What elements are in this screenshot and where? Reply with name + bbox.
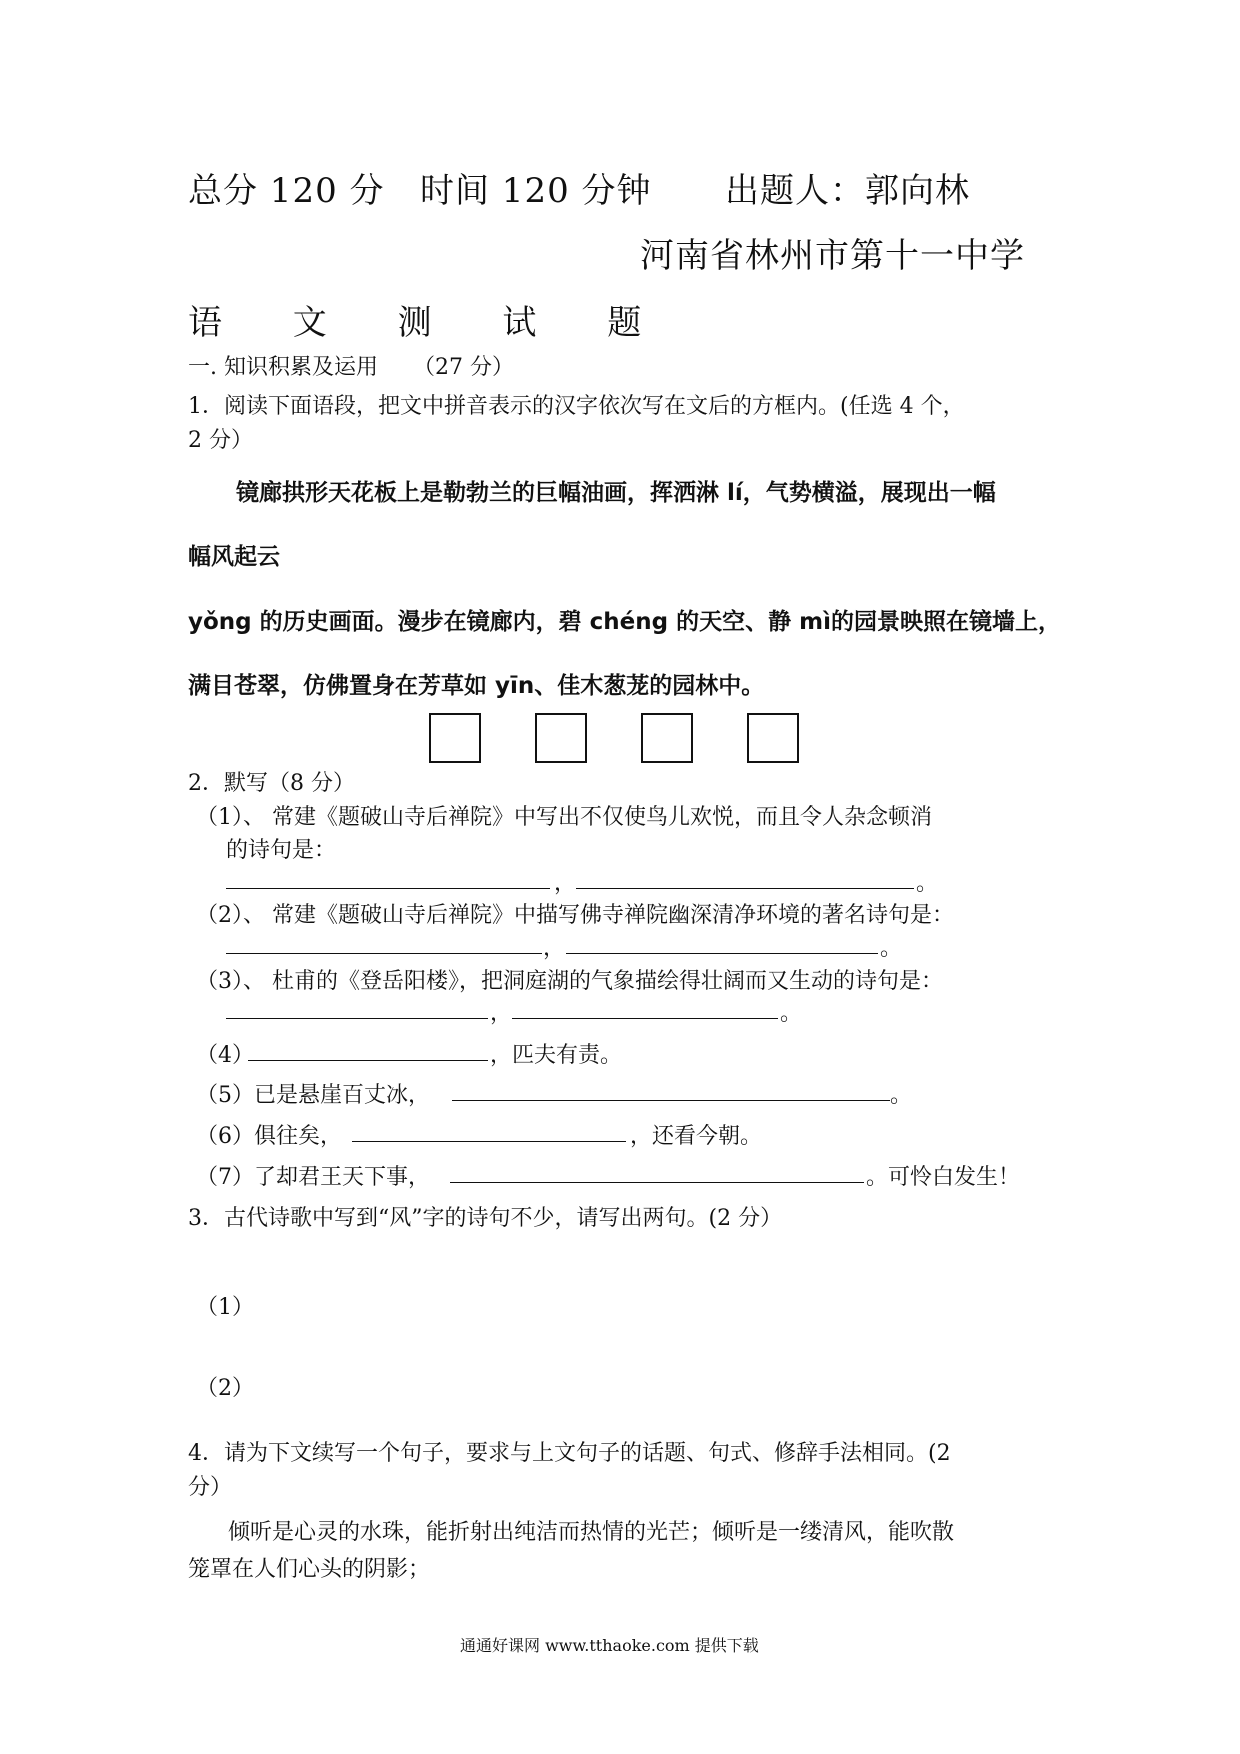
q4-paragraph: 倾听是心灵的水珠，能折射出纯洁而热情的光芒；倾听是一缕清风，能吹散: [228, 1520, 955, 1545]
q2-item-2: （2）、 常建《题破山寺后禅院》中描写佛寺禅院幽深清净环境的著名诗句是：: [196, 903, 954, 928]
section-heading: [188, 350, 514, 381]
q2-item-6: （6）俱往矣，: [196, 1124, 342, 1149]
school-name: 河南省林州市第十一中学: [640, 236, 1025, 276]
q4-instruction-cont: 分）: [188, 1475, 233, 1500]
comma: ，: [490, 1001, 513, 1026]
q2-item-4: （4）: [196, 1043, 254, 1068]
q2-item-1: （1）、 常建《题破山寺后禅院》中写出不仅使鸟儿欢悦，而且令人杂念顿消: [196, 805, 932, 830]
answer-blank[interactable]: [226, 888, 550, 889]
q1-instruction: 1．阅读下面语段，把文中拼音表示的汉字依次写在文后的方框内。(任选 4 个，: [188, 394, 965, 419]
page-title: 语 文 测 试 题: [188, 303, 672, 343]
answer-blank[interactable]: [512, 1018, 778, 1019]
q4-instruction: 4．请为下文续写一个句子，要求与上文句子的话题、句式、修辞手法相同。(2: [188, 1441, 951, 1466]
q3-answer-1-label: （1）: [196, 1295, 254, 1320]
period: 。: [780, 1001, 803, 1026]
answer-blank[interactable]: [452, 1100, 890, 1101]
q2-item-3: （3）、 杜甫的《登岳阳楼》，把洞庭湖的气象描绘得壮阔而又生动的诗句是：: [196, 969, 943, 994]
q2-item-5: （5）已是悬崖百丈冰，: [196, 1083, 430, 1108]
q2-item-4-tail: ，匹夫有责。: [490, 1043, 623, 1068]
q2-item-6-tail: ，还看今朝。: [630, 1124, 763, 1149]
period: 。: [880, 936, 903, 961]
total-score: 总分 120 分: [188, 171, 385, 211]
section-score: （27 分）: [413, 355, 514, 380]
exam-time: 时间 120 分钟: [420, 171, 652, 211]
comma: ，: [554, 871, 577, 896]
comma: ，: [543, 936, 566, 961]
q3-instruction: 3．古代诗歌中写到“风”字的诗句不少，请写出两句。(2 分）: [188, 1206, 783, 1231]
answer-box[interactable]: [535, 713, 587, 763]
answer-box[interactable]: [641, 713, 693, 763]
answer-blank[interactable]: [576, 888, 914, 889]
q1-passage-line: yǒng 的历史画面。漫步在镜廊内，碧 chéng 的天空、静 mì的园景映照在镜墙上，: [188, 609, 1061, 635]
footer-text: 通通好课网 www.tthaoke.com 提供下载: [460, 1636, 759, 1655]
answer-blank[interactable]: [566, 953, 878, 954]
q2-item-7-tail: 。可怜白发生！: [866, 1165, 1021, 1190]
q2-item-7: （7）了却君王天下事，: [196, 1165, 430, 1190]
q4-paragraph-cont: 笼罩在人们心头的阴影；: [188, 1557, 431, 1582]
answer-blank[interactable]: [226, 1018, 488, 1019]
answer-blank[interactable]: [226, 953, 542, 954]
q2-item-1-cont: 的诗句是：: [226, 838, 337, 863]
q2-item-5-tail: 。: [890, 1083, 913, 1108]
q1-passage-line: 满目苍翠，仿佛置身在芳草如 yīn、佳木葱茏的园林中。: [188, 673, 765, 699]
period: 。: [916, 871, 939, 896]
answer-box[interactable]: [747, 713, 799, 763]
answer-blank[interactable]: [352, 1141, 626, 1142]
q1-passage-line: 镜廊拱形天花板上是勒勃兰的巨幅油画，挥洒淋 lí，气势横溢，展现出一幅: [236, 480, 996, 506]
answer-box[interactable]: [429, 713, 481, 763]
q1-instruction-cont: 2 分）: [188, 428, 253, 453]
q3-answer-2-label: （2）: [196, 1376, 254, 1401]
q2-heading: 2．默写（8 分）: [188, 771, 355, 796]
section-heading-label: 一. 知识积累及运用: [188, 355, 378, 380]
answer-blank[interactable]: [450, 1182, 864, 1183]
exam-author: 出题人：郭向林: [725, 171, 970, 211]
q1-passage-line: 幅风起云: [188, 544, 280, 570]
answer-blank[interactable]: [248, 1060, 488, 1061]
